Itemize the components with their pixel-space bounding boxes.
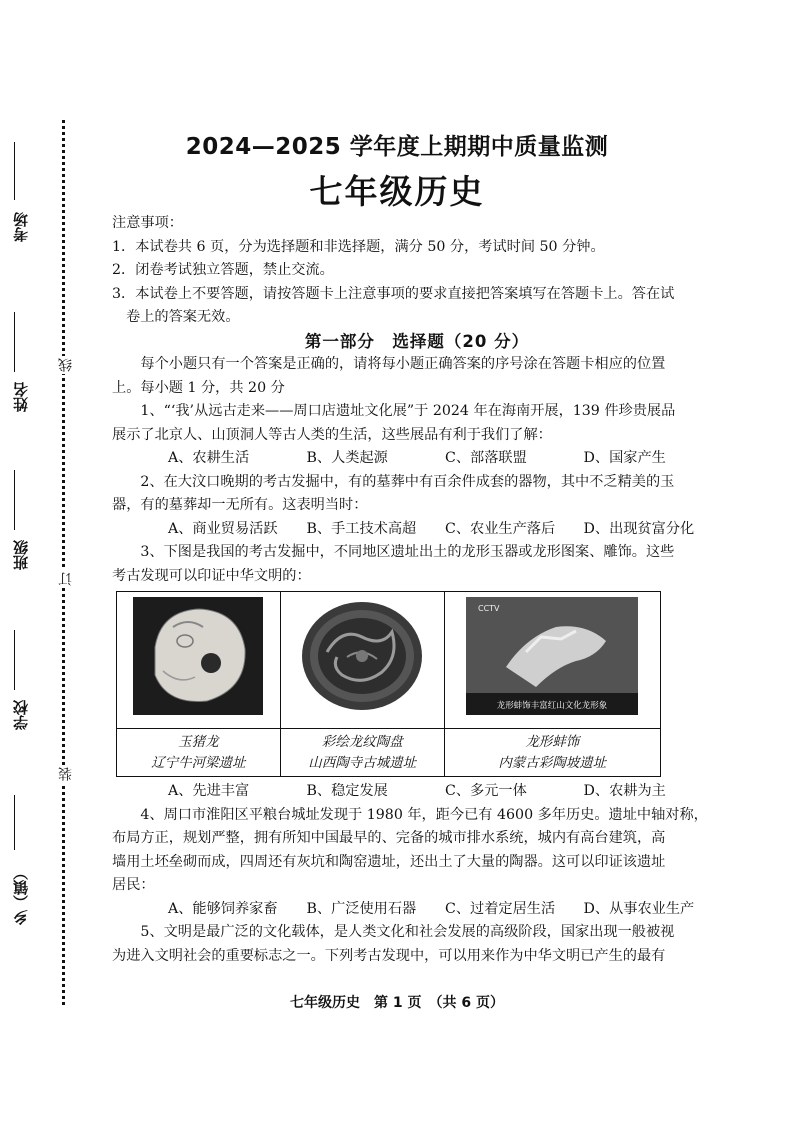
- question-5-stem: 5、文明是最广泛的文化载体，是人类文化和社会发展的高级阶段，国家出现一般被视: [140, 924, 675, 940]
- question-3-stem-cont: 考古发现可以印证中华文明的：: [112, 567, 311, 584]
- binding-dotted-line: [62, 120, 65, 1005]
- artifact-figure-table: [116, 591, 661, 777]
- artifact-name: 玉猪龙: [178, 733, 219, 750]
- question-3-options: [112, 780, 722, 804]
- option-d: D、出现贫富分化: [583, 520, 695, 537]
- cut-word-staple: 订: [58, 572, 74, 586]
- dragon-pottery-plate-image: [280, 592, 444, 729]
- artifact-caption-2: [280, 729, 444, 777]
- option-b: B、手工技术高超: [306, 520, 417, 537]
- option-c: C、部落联盟: [445, 450, 527, 466]
- artifact-site: 山西陶寺古城遗址: [308, 754, 417, 771]
- question-3-stem: 3、下图是我国的考古发掘中，不同地区遗址出土的龙形玉器或龙形图案、雕饰。这些: [140, 544, 675, 560]
- exam-room-label: 考场: [12, 212, 30, 242]
- exam-content: [112, 212, 722, 968]
- artifact-site: 辽宁牛河梁遗址: [151, 754, 246, 771]
- school-label: 学校: [12, 700, 30, 730]
- artifact-name: 龙形蚌饰: [525, 733, 580, 750]
- notice-item: 2．闭卷考试独立答题，禁止交流。: [112, 262, 334, 278]
- photo-caption: 龙形蚌饰丰富红山文化龙形象: [497, 700, 608, 711]
- page-footer: 七年级历史 第 1 页 （共 6 页）: [290, 995, 504, 1011]
- option-b: B、广泛使用石器: [306, 900, 417, 917]
- question-4-stem-cont: 布局方正，规划严整，拥有所知中国最早的、完备的城市排水系统，城内有高台建筑，高: [112, 830, 666, 846]
- option-d: D、从事农业生产: [583, 900, 695, 917]
- notice-item: 1．本试卷共 6 页，分为选择题和非选择题，满分 50 分，考试时间 50 分钟。: [112, 238, 605, 255]
- option-c: C、农业生产落后: [445, 520, 556, 537]
- jade-pig-dragon-icon: [133, 597, 263, 715]
- option-a: A、农耕生活: [168, 450, 250, 466]
- question-4-stem-cont: 墙用土坯垒砌而成，四周还有灰坑和陶窑遗址，还出土了大量的陶器。这可以印证该遗址: [112, 853, 666, 870]
- jade-pig-dragon-image: [117, 592, 281, 729]
- shell-ornament-icon: [466, 597, 638, 715]
- question-5-stem-cont: 为进入文明社会的重要标志之一。下列考古发现中，可以用来作为中华文明已产生的最有: [112, 947, 666, 964]
- exam-title: 七年级历史: [309, 172, 485, 211]
- option-a: A、商业贸易活跃: [168, 520, 278, 537]
- notice-item: 卷上的答案无效。: [126, 309, 240, 325]
- class-fill-line: [14, 470, 15, 530]
- dragon-shell-ornament-image: [444, 592, 660, 729]
- question-4-stem-cont: 居民：: [112, 877, 155, 893]
- question-1-stem: 1、“‘我’从远古走来——周口店遗址文化展”于 2024 年在海南开展，139 件珍贵展品: [140, 403, 676, 419]
- option-a: A、能够饲养家畜: [168, 900, 278, 917]
- artifact-caption-3: [444, 729, 660, 777]
- name-fill-line: [14, 312, 15, 372]
- question-2-stem-cont: 器，有的墓葬却一无所有。这表明当时：: [112, 497, 368, 513]
- cut-word-line: 线: [58, 358, 74, 372]
- town-fill-line: [14, 795, 15, 850]
- question-2-options: [112, 518, 722, 542]
- option-b: B、人类起源: [306, 450, 388, 466]
- question-1-options: [112, 447, 722, 471]
- exam-year-line: 2024—2025 学年度上期期中质量监测: [185, 134, 609, 160]
- pottery-plate-icon: [297, 597, 427, 715]
- option-a: A、先进丰富: [168, 783, 250, 799]
- option-c: C、多元一体: [445, 783, 527, 799]
- artifact-caption-1: [117, 729, 281, 777]
- section-instruction: 每个小题只有一个答案是正确的，请将每小题正确答案的序号涂在答题卡相应的位置: [140, 356, 666, 372]
- question-2-stem: 2、在大汶口晚期的考古发掘中，有的墓葬中有百余件成套的器物，其中不乏精美的玉: [140, 473, 675, 490]
- artifact-name: 彩绘龙纹陶盘: [321, 733, 403, 750]
- section-title: 第一部分 选择题（20 分）: [304, 331, 530, 351]
- option-c: C、过着定居生活: [445, 900, 556, 917]
- cut-word-bind: 装: [58, 767, 74, 781]
- svg-text:CCTV: CCTV: [478, 603, 500, 613]
- section-instruction-cont: 上。每小题 1 分，共 20 分: [112, 379, 285, 396]
- artifact-site: 内蒙古彩陶坡遗址: [498, 754, 607, 771]
- school-fill-line: [14, 630, 15, 690]
- option-d: D、国家产生: [583, 450, 666, 466]
- question-4-stem: 4、周口市淮阳区平粮台城址发现于 1980 年，距今已有 4600 多年历史。遗址中轴对称，: [140, 806, 708, 823]
- notice-item: 3．本试卷上不要答题，请按答题卡上注意事项的要求直接把答案填写在答题卡上。答在试: [112, 285, 675, 302]
- class-label: 班级: [12, 540, 30, 570]
- notice-heading: 注意事项：: [112, 215, 183, 231]
- option-d: D、农耕为主: [583, 783, 666, 799]
- question-4-options: [112, 898, 722, 922]
- name-label: 姓名: [12, 382, 30, 412]
- question-1-stem-cont: 展示了北京人、山顶洞人等古人类的生活，这些展品有利于我们了解：: [112, 426, 552, 443]
- town-label: 乡（镇）: [12, 865, 30, 925]
- option-b: B、稳定发展: [306, 783, 388, 799]
